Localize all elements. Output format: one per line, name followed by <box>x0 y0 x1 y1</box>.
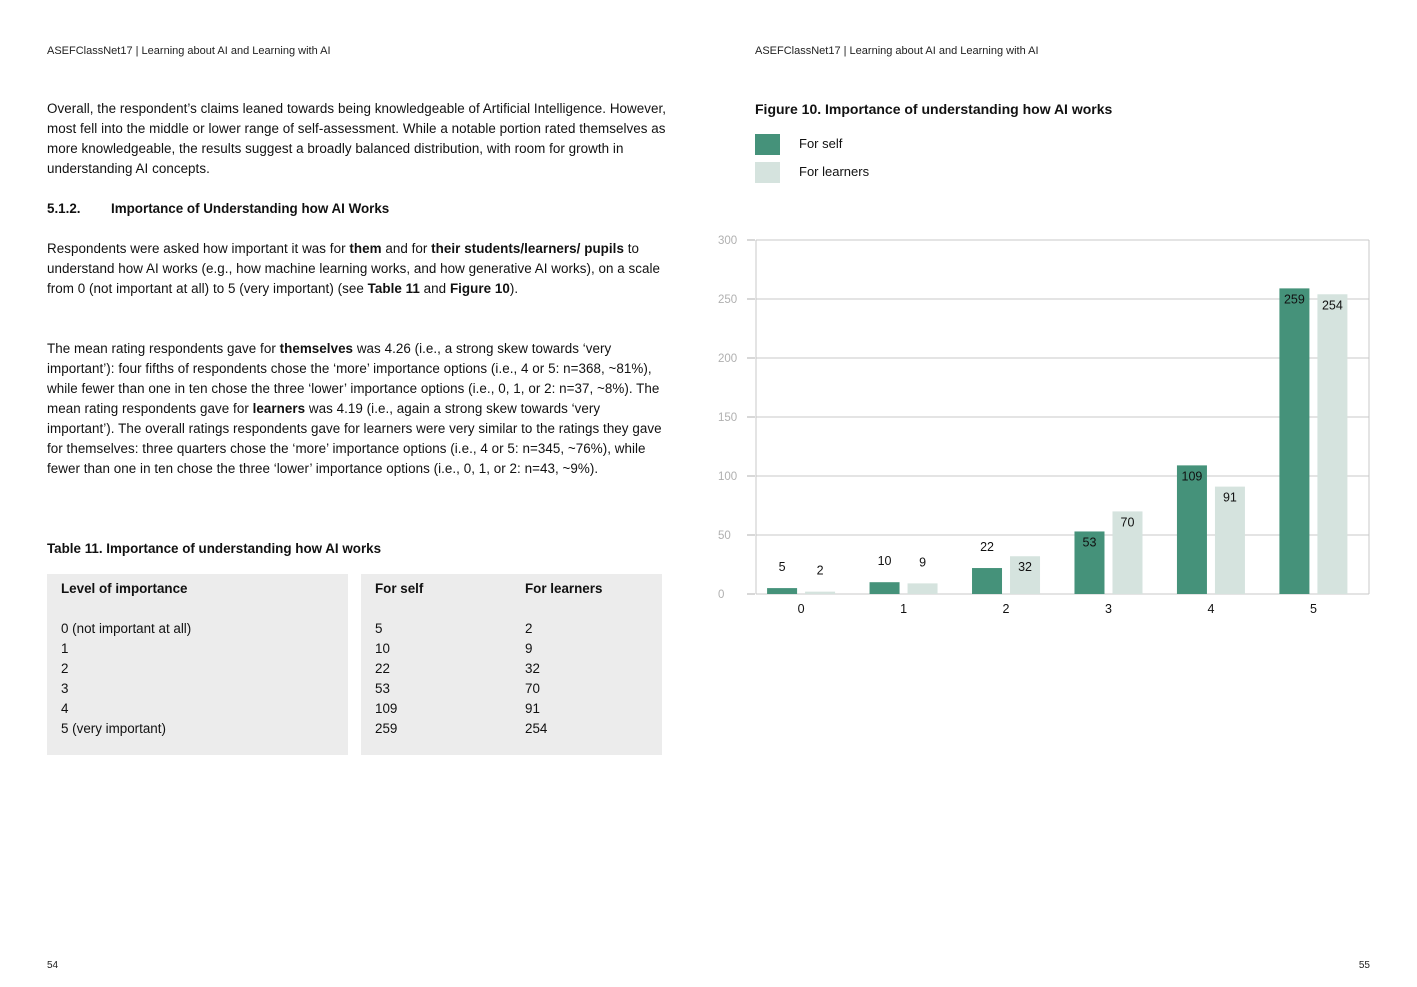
y-tick-label: 300 <box>718 235 738 247</box>
data-label: 32 <box>1018 560 1032 575</box>
table-cell-level: 5 (very important) <box>61 721 166 736</box>
y-tick-label: 250 <box>718 294 738 306</box>
page-number-left: 54 <box>47 960 59 971</box>
table-caption: Table 11. Importance of understanding how AI works <box>47 541 382 556</box>
table-panel-values <box>361 574 662 755</box>
data-label: 259 <box>1283 292 1305 307</box>
data-label: 254 <box>1321 298 1343 313</box>
text-run: to understand how AI works (e.g., how machine learning works, and how generative AI works), on a scale from 0 (not important at all) to 5 (very important) (see <box>47 241 661 296</box>
bar-self <box>1279 288 1309 594</box>
bar-learners <box>805 592 835 594</box>
table-reference: Table 11 <box>367 281 420 296</box>
section-number: 5.1.2. <box>47 201 81 216</box>
paragraph-question <box>47 239 667 299</box>
bar-learners <box>908 583 938 594</box>
table-header-level: Level of importance <box>61 581 188 596</box>
x-tick-label: 3 <box>1105 602 1112 616</box>
table-header-learners: For learners <box>525 581 603 596</box>
y-tick-label: 200 <box>718 353 738 365</box>
x-tick-label: 4 <box>1207 602 1215 616</box>
data-label: 9 <box>919 555 927 570</box>
table-column-self <box>375 619 397 739</box>
section-heading <box>47 199 389 219</box>
table-cell-learners: 32 <box>525 661 540 676</box>
legend-swatch-learners <box>755 162 780 183</box>
text-run: Respondents were asked how important it was for <box>47 241 350 256</box>
bar-learners <box>1317 294 1347 594</box>
bar-self <box>1177 465 1207 594</box>
x-tick-label: 2 <box>1002 602 1010 616</box>
y-tick-label: 50 <box>718 530 731 542</box>
table-cell-learners: 254 <box>525 721 548 736</box>
text-run: and <box>419 281 450 296</box>
y-tick-label: 0 <box>718 589 725 601</box>
left-page <box>0 0 708 987</box>
table-cell-self: 109 <box>375 701 398 716</box>
table-cell-level: 1 <box>61 641 69 656</box>
y-tick-label: 150 <box>718 412 738 424</box>
table-cell-self: 53 <box>375 681 390 696</box>
table-cell-level: 4 <box>61 701 69 716</box>
table-cell-learners: 2 <box>525 621 533 636</box>
running-header: ASEFClassNet17 | Learning about AI and Learning with AI <box>755 45 1039 57</box>
bar-self <box>972 568 1002 594</box>
bold-run: themselves <box>279 341 354 356</box>
text-run: was 4.19 (i.e., again a strong skew towards ‘very important’). The overall ratings respondents gave for learners were very similar to the ratings they gave for themselves: three quarters chose the ‘more’ importance options (i.e., 4 or 5: n=345, ~76%), while fewer than one in ten chose the three ‘lower’ importance options (i.e., 0, 1, or 2: n=43, ~9%). <box>47 401 662 476</box>
text-run: ). <box>509 281 519 296</box>
table-cell-self: 10 <box>375 641 390 656</box>
data-label: 22 <box>980 540 994 555</box>
table-panel-levels <box>47 574 348 755</box>
page-number-right: 55 <box>1358 960 1370 971</box>
data-label: 2 <box>816 563 824 578</box>
y-tick-label: 100 <box>718 471 738 483</box>
table-cell-learners: 70 <box>525 681 540 696</box>
bold-run: their students/learners/ pupils <box>431 241 624 256</box>
x-tick-label: 5 <box>1309 602 1317 616</box>
legend-label-learners: For learners <box>799 164 870 179</box>
text-run: The mean rating respondents gave for <box>47 341 280 356</box>
table-header-self: For self <box>375 581 424 596</box>
table-cell-level: 2 <box>61 661 69 676</box>
x-tick-label: 0 <box>797 602 805 616</box>
table-cell-self: 259 <box>375 721 398 736</box>
running-header: ASEFClassNet17 | Learning about AI and Learning with AI <box>47 45 331 57</box>
text-run: and for <box>381 241 432 256</box>
legend-swatch-self <box>755 134 780 155</box>
table-column-learners <box>525 619 547 739</box>
figure-title: Figure 10. Importance of understanding how AI works <box>755 101 1113 117</box>
bar-self <box>767 588 797 594</box>
data-label: 5 <box>778 560 786 575</box>
data-label: 109 <box>1181 469 1203 484</box>
legend-label-self: For self <box>799 136 843 151</box>
paragraph-results <box>47 339 667 479</box>
table-cell-self: 5 <box>375 621 383 636</box>
table-cell-self: 22 <box>375 661 390 676</box>
right-page <box>708 0 1417 987</box>
data-label: 91 <box>1222 490 1237 505</box>
intro-paragraph: Overall, the respondent’s claims leaned towards being knowledgeable of Artificial Intelligence. However, most fell into the middle or lower range of self-assessment. While a notable portion rated themselves as more knowledgeable, the results suggest a broadly balanced distribution, with room for growth in understanding AI concepts. <box>47 101 667 176</box>
table-cell-learners: 9 <box>525 641 533 656</box>
data-label: 10 <box>877 554 892 569</box>
bar-chart <box>708 225 1378 625</box>
table-column-levels <box>61 619 191 739</box>
bold-run: learners <box>252 401 306 416</box>
section-title: Importance of Understanding how AI Works <box>111 201 390 216</box>
table-cell-level: 3 <box>61 681 69 696</box>
figure-reference: Figure 10 <box>449 281 510 296</box>
bold-run: them <box>349 241 382 256</box>
data-label: 70 <box>1120 515 1135 530</box>
x-tick-label: 1 <box>900 602 908 616</box>
data-label: 53 <box>1082 535 1097 550</box>
table-cell-level: 0 (not important at all) <box>61 621 192 636</box>
table-cell-learners: 91 <box>525 701 540 716</box>
text-run: was 4.26 (i.e., a strong skew towards ‘very important’): four fifths of respondents chose the ‘more’ importance options (i.e., 4 or 5: n=368, ~81%), while fewer than one in ten chose the three ‘lower’ importance options (i.e., 0, 1, or 2: n=37, ~8%). The mean rating respondents gave for <box>47 341 660 416</box>
bar-self <box>870 582 900 594</box>
